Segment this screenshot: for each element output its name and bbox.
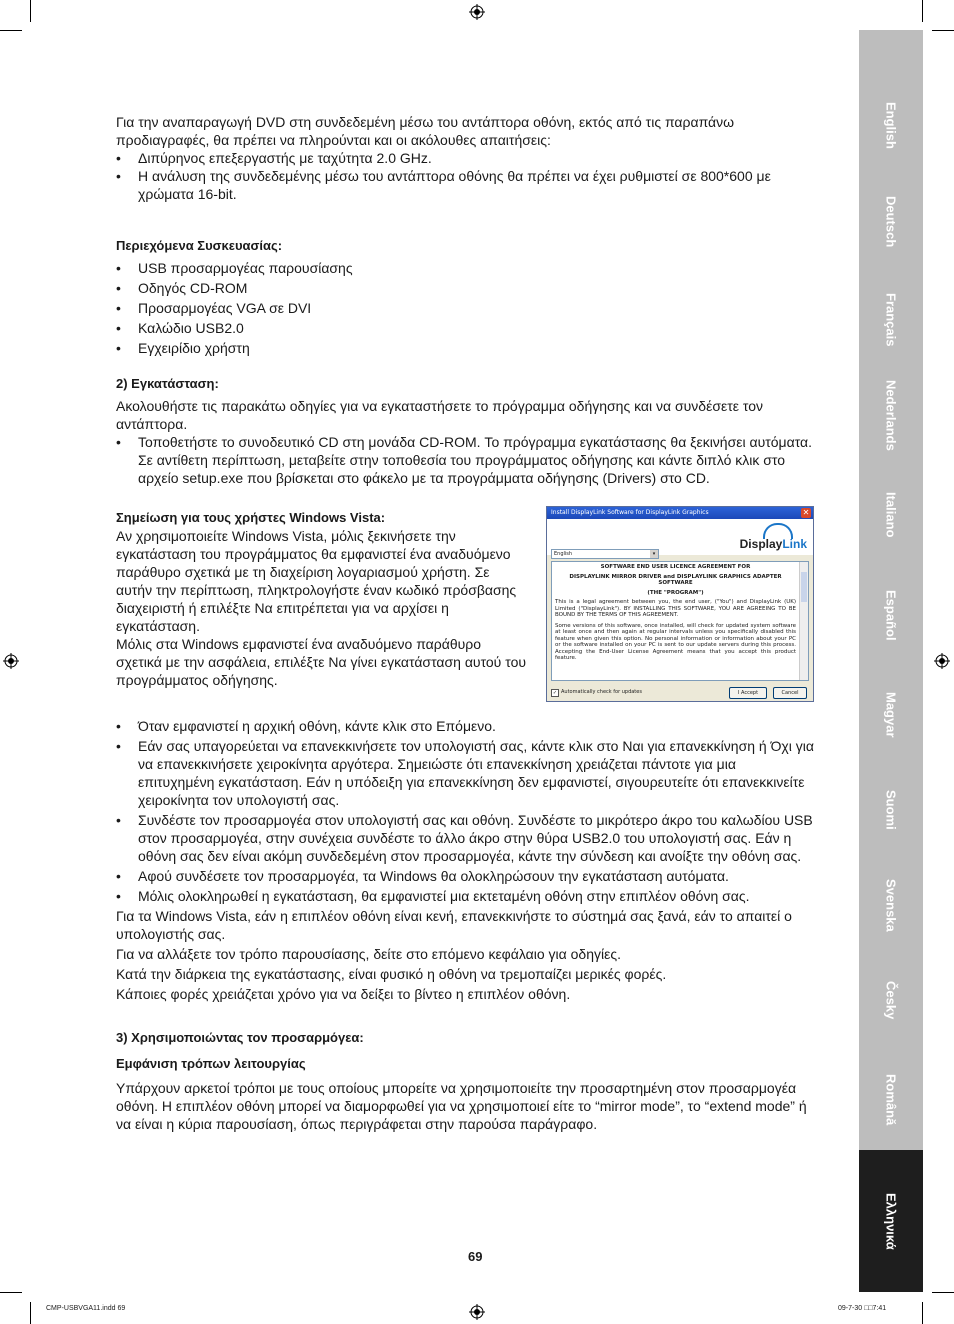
language-select[interactable]: English ▾ — [551, 549, 659, 559]
vista-note — [116, 509, 526, 689]
close-icon[interactable]: ✕ — [802, 508, 810, 517]
page-number: 69 — [468, 1249, 483, 1264]
list-item: • Όταν εμφανιστεί η αρχική οθόνη, κάντε κλικ στο Επόμενο. — [116, 717, 816, 735]
list-item: • Εάν σας υπαγορεύεται να επανεκκινήσετε τον υπολογιστή σας, κάντε κλικ στο Ναι για επανεκκίνηση ή Όχι για να επανεκκινήσετε χειροκίνητα αργότερα. Σημειώστε ότι επανεκκίνηση χρειάζεται πάντοτε για μια επιτυχημένη εγκατάσταση. Εάν η υπόδειξη για επανεκκίνηση δεν εμφανιστεί, σιγουρευτείτε ότι επανεκκινείτε χειροκίνητα τον υπολογιστή σας. — [116, 737, 816, 809]
list-item: • USB προσαρμογέας παρουσίασης — [116, 259, 816, 277]
registration-mark-icon — [3, 653, 19, 669]
licence-scrollbar[interactable] — [799, 562, 808, 680]
steps-paragraph: Κατά την διάρκεια της εγκατάστασης, είναι φυσικό η οθόνη να τρεμοπαίζει μερικές φορές. — [116, 966, 667, 982]
list-item: • Οδηγός CD-ROM — [116, 279, 816, 297]
tab-magyar[interactable]: Magyar — [883, 692, 899, 738]
installer-screenshot — [546, 506, 814, 702]
installer-footer — [551, 687, 809, 699]
tab-suomi[interactable]: Suomi — [883, 790, 899, 830]
requirements-list — [116, 149, 816, 203]
usage-paragraph: Υπάρχουν αρκετοί τρόποι με τους οποίους μπορείτε να χρησιμοποιείτε την προσαρτημένη στον προσαρμογέα οθόνη. Η επιπλέον οθόνη μπορεί να διαμορφωθεί για να χρησιμοποιεί είτε το “mirror mode”, το “extend mode” ή να είναι η κύρια παρουσίαση, όπως περιγράφεται στην παρούσα παράγραφο. — [116, 1080, 807, 1132]
vista-paragraph: Αν χρησιμοποιείτε Windows Vista, μόλις ξεκινήσετε την εγκατάσταση του προγράμματος θα εμφανιστεί ένα αναδυόμενο παράθυρο σχετικά με τη διαχείριση λογαριασμού χρήστη. Σε αυτήν την περίπτωση, πληκτρολογήστε έναν κωδικό πρόσβασης διαχειριστή ή επιλέξτε Να επιτρέπεται για να αρχίσει η εγκατάσταση. — [116, 528, 517, 634]
install-heading: 2) Εγκατάσταση: — [116, 376, 219, 391]
window-titlebar: Install DisplayLink Software for DisplayLink Graphics ✕ — [547, 507, 813, 519]
steps-paragraph: Κάποιες φορές χρειάζεται χρόνο για να δείξει το βίντεο η επιπλέον οθόνη. — [116, 986, 571, 1002]
tab-espanol[interactable]: Español — [883, 589, 899, 641]
list-item: • Αφού συνδέσετε τον προσαρμογέα, τα Windows θα ολοκληρώσουν την εγκατάσταση αυτόματα. — [116, 867, 816, 885]
tab-nederlands[interactable]: Nederlands — [883, 379, 899, 451]
package-list — [116, 259, 816, 357]
tab-svenska[interactable]: Svenska — [883, 878, 899, 932]
list-item: • Τοποθετήστε το συνοδευτικό CD στη μονάδα CD-ROM. Το πρόγραμμα εγκατάστασης θα ξεκινήσει αυτόματα. Σε αντίθετη περίπτωση, μεταβείτε στην τοποθεσία του προγράμματος οδήγησης και κάντε διπλό κλικ στο αρχείο setup.exe που βρίσκεται στο φάκελο με τα προγράμματα οδήγησης (Drivers) στο CD. — [116, 433, 816, 487]
chevron-down-icon: ▾ — [650, 550, 658, 558]
intro-paragraph: Για την αναπαραγωγή DVD στη συνδεδεμένη μέσω του αντάπτορα οθόνη, εκτός από τις παραπάνω προδιαγραφές, θα πρέπει να πληρούνται και οι ακόλουθες απαιτήσεις: — [116, 114, 735, 148]
registration-mark-icon — [469, 4, 485, 20]
footer-file: CMP-USBVGA11.indd 69 — [46, 1305, 126, 1312]
steps-paragraph: Για τα Windows Vista, εάν η επιπλέον οθόνη είναι κενή, επανεκκινήστε το σύστημά σας ξανά, εάν το απαιτεί ο υπολογιστής σας. — [116, 908, 792, 942]
vista-paragraph: Μόλις στα Windows εμφανιστεί ένα αναδυόμενο παράθυρο σχετικά με την ασφάλεια, επιλέξτε Να γίνει εγκατάσταση αυτού του προγράμματος οδήγησης. — [116, 636, 527, 688]
tab-francais[interactable]: Français — [883, 293, 899, 347]
usage-heading: 3) Χρησιμοποιώντας τον προσαρμόγεα: — [116, 1030, 364, 1045]
steps-paragraph: Για να αλλάξετε τον τρόπο παρουσίασης, δείτε στο επόμενο κεφάλαιο για οδηγίες. — [116, 946, 621, 962]
list-item: • Προσαρμογέας VGA σε DVI — [116, 299, 816, 317]
tab-english[interactable]: English — [883, 101, 899, 149]
displaylink-logo: DisplayLink — [739, 537, 807, 551]
update-checkbox-label: Automatically check for updates — [561, 689, 642, 695]
tab-deutsch[interactable]: Deutsch — [883, 196, 899, 248]
tab-cesky[interactable]: Česky — [883, 980, 899, 1020]
accept-button[interactable]: I Accept — [729, 687, 767, 699]
cancel-button[interactable]: Cancel — [773, 687, 807, 699]
usage-subheading: Εμφάνιση τρόπων λειτουργίας — [116, 1056, 306, 1071]
vista-heading: Σημείωση για τους χρήστες Windows Vista: — [116, 510, 386, 525]
tab-greek[interactable]: Ελληνικά — [859, 1150, 923, 1292]
tab-italiano[interactable]: Italiano — [883, 492, 899, 538]
language-sidebar — [859, 30, 923, 1292]
list-item: • Μόλις ολοκληρωθεί η εγκατάσταση, θα εμφανιστεί μια εκτεταμένη οθόνη στην επιπλέον οθόνη σας. — [116, 887, 816, 905]
list-item: • Η ανάλυση της συνδεδεμένης μέσω του αντάπτορα οθόνης θα πρέπει να έχει ρυθμιστεί σε 800*600 με χρώματα 16-bit. — [116, 167, 816, 203]
list-item: • Συνδέστε τον προσαρμογέα στον υπολογιστή σας και οθόνη. Συνδέστε το μικρότερο άκρο του καλωδίου USB στον προσαρμογέα, στην συνέχεια συνδέστε το άλλο άκρο στην θύρα USB2.0 του υπολογιστή σας. Εάν η οθόνη σας δεν είναι ακόμη συνδεδεμένη στον προσαρμογέα, κάντε την σύνδεση και ανοίξτε την οθόνη σας. — [116, 811, 816, 865]
tab-romana[interactable]: Română — [883, 1074, 899, 1126]
install-paragraph: Ακολουθήστε τις παρακάτω οδηγίες για να εγκαταστήσετε το πρόγραμμα οδήγησης και να συνδέσετε τον αντάπτορα. — [116, 398, 763, 432]
steps-list — [116, 717, 816, 905]
update-checkbox[interactable]: ✓ — [552, 690, 558, 696]
package-heading: Περιεχόμενα Συσκευασίας: — [116, 238, 283, 253]
list-item: • Εγχειρίδιο χρήστη — [116, 339, 816, 357]
list-item: • Καλώδιο USB2.0 — [116, 319, 816, 337]
licence-text-box[interactable]: SOFTWARE END USER LICENCE AGREEMENT FOR DISPLAYLINK MIRROR DRIVER and DISPLAYLINK GRAPHICS ADAPTER SOFTWARE (THE "PROGRAM") This is a legal agreement between you, the end user, ("You") and DisplayLink (UK) Limited ("DisplayLink"). BY INSTALLING THIS SOFTWARE, YOU ARE AGREEING TO BE BOUND BY THE TERMS OF THIS AGREEMENT. Some versions of this software, once installed, will check for updated system software at least once and then again at regular intervals unless you specifically disabled this feature when given this option. No personal information or information about your PC or the software installed on your PC is sent to our update servers during this process. Accepting the End-User License Agreement means that you accept this product feature. — [551, 561, 809, 681]
registration-mark-icon — [469, 1304, 485, 1320]
list-item: • Διπύρηνος επεξεργαστής με ταχύτητα 2.0 GHz. — [116, 149, 816, 167]
registration-mark-icon — [934, 653, 950, 669]
install-list — [116, 433, 816, 487]
footer-date: 09-7-30 □□7:41 — [838, 1305, 887, 1312]
